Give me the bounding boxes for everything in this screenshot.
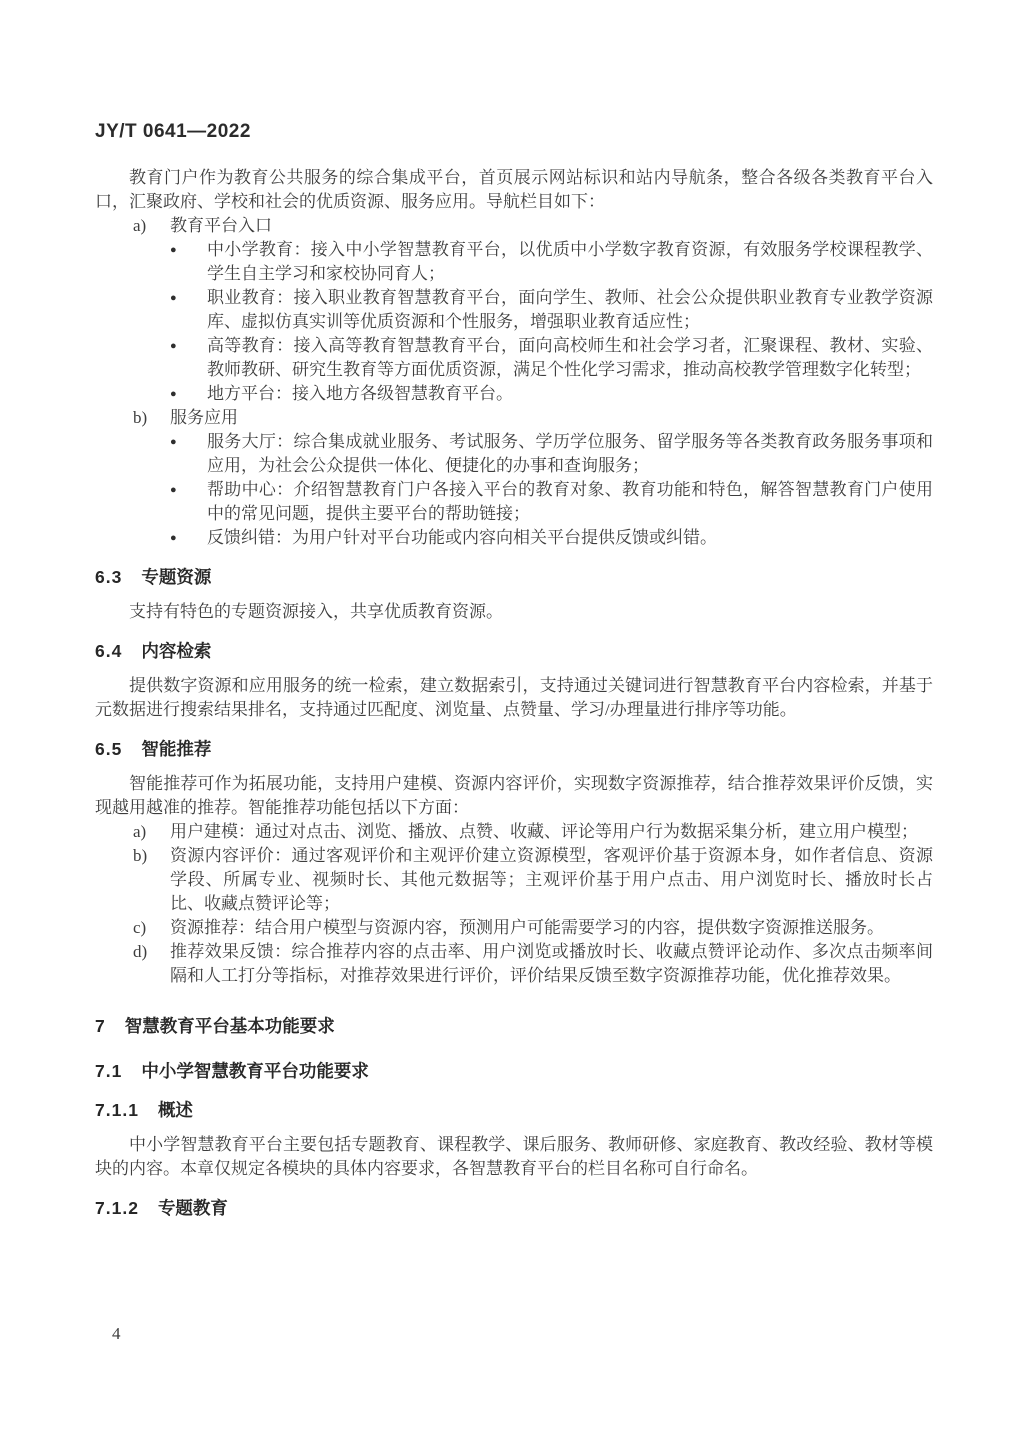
bullet-icon: ●	[170, 436, 177, 448]
paragraph-7-1-1-body: 中小学智慧教育平台主要包括专题教育、课程教学、课后服务、教师研修、家庭教育、教改经验、教材等模块的内容。本章仅规定各模块的具体内容要求，各智慧教育平台的栏目名称可自行命名。	[95, 1135, 933, 1178]
list-title-a: 教育平台入口	[170, 216, 272, 235]
paragraph-6-5-intro: 智能推荐可作为拓展功能，支持用户建模、资源内容评价，实现数字资源推荐，结合推荐效果评价反馈，实现越用越准的推荐。智能推荐功能包括以下方面：	[95, 774, 933, 817]
paragraph-6-3-body: 支持有特色的专题资源接入，共享优质教育资源。	[129, 602, 503, 621]
bullet-icon: ●	[170, 340, 177, 352]
document-content	[95, 166, 933, 1231]
page-number: 4	[112, 1324, 121, 1343]
list-item-65-b	[133, 844, 933, 916]
heading-title: 中小学智慧教育平台功能要求	[141, 1061, 369, 1081]
chapter-heading-7	[95, 1014, 933, 1038]
list-marker: c)	[133, 918, 147, 937]
heading-title: 专题资源	[141, 567, 212, 587]
bullet-icon: ●	[170, 484, 177, 496]
section-heading-6-5	[95, 737, 933, 761]
heading-number: 7.1.2	[95, 1198, 139, 1218]
list-marker: a)	[133, 822, 147, 841]
heading-title: 专题教育	[157, 1198, 228, 1218]
bullet-icon: ●	[170, 292, 177, 304]
heading-number: 7.1.1	[95, 1100, 139, 1120]
heading-number: 6.5	[95, 739, 123, 759]
bullet-item	[170, 382, 933, 406]
bullet-icon: ●	[170, 388, 177, 400]
bullet-text: 职业教育：接入职业教育智慧教育平台，面向学生、教师、社会公众提供职业教育专业教学资源库、虚拟仿真实训等优质资源和个性服务，增强职业教育适应性；	[207, 288, 933, 331]
heading-title: 智慧教育平台基本功能要求	[124, 1016, 335, 1036]
doc-number: JY/T 0641—2022	[95, 121, 251, 142]
paragraph-6-4-body: 提供数字资源和应用服务的统一检索，建立数据索引，支持通过关键词进行智慧教育平台内容检索，并基于元数据进行搜索结果排名，支持通过匹配度、浏览量、点赞量、学习/办理量进行排序等功能。	[95, 676, 933, 719]
section-heading-7-1	[95, 1059, 933, 1083]
bullet-text: 帮助中心：介绍智慧教育门户各接入平台的教育对象、教育功能和特色，解答智慧教育门户使用中的常见问题，提供主要平台的帮助链接；	[207, 480, 933, 523]
list-item-65-a	[133, 820, 933, 844]
list-text: 推荐效果反馈：综合推荐内容的点击率、用户浏览或播放时长、收藏点赞评论动作、多次点击频率间隔和人工打分等指标，对推荐效果进行评价，评价结果反馈至数字资源推荐功能，优化推荐效果。	[170, 942, 933, 985]
section-heading-6-4	[95, 639, 933, 663]
heading-number: 6.4	[95, 641, 123, 661]
heading-number: 7.1	[95, 1061, 123, 1081]
heading-number: 6.3	[95, 567, 123, 587]
section-heading-6-3	[95, 565, 933, 589]
list-marker: b)	[133, 846, 148, 865]
section-heading-7-1-1	[95, 1098, 933, 1122]
bullet-text: 地方平台：接入地方各级智慧教育平台。	[207, 384, 513, 403]
list-text: 用户建模：通过对点击、浏览、播放、点赞、收藏、评论等用户行为数据采集分析，建立用户模型；	[170, 822, 918, 841]
bullet-item	[170, 334, 933, 382]
bullet-item	[170, 238, 933, 286]
bullet-item	[170, 478, 933, 526]
bullet-icon: ●	[170, 244, 177, 256]
list-text: 资源推荐：结合用户模型与资源内容，预测用户可能需要学习的内容，提供数字资源推送服务。	[170, 918, 884, 937]
list-marker-a: a)	[133, 216, 147, 235]
paragraph-portal-intro: 教育门户作为教育公共服务的综合集成平台，首页展示网站标识和站内导航条，整合各级各类教育平台入口，汇聚政府、学校和社会的优质资源、服务应用。导航栏目如下：	[95, 168, 933, 211]
bullet-text: 中小学教育：接入中小学智慧教育平台，以优质中小学数字教育资源，有效服务学校课程教学、学生自主学习和家校协同育人；	[207, 240, 933, 283]
heading-title: 智能推荐	[141, 739, 212, 759]
bullet-text: 高等教育：接入高等教育智慧教育平台，面向高校师生和社会学习者，汇聚课程、教材、实验、教师教研、研究生教育等方面优质资源，满足个性化学习需求，推动高校教学管理数字化转型；	[207, 336, 933, 379]
list-item-65-d	[133, 940, 933, 988]
bullet-item	[170, 526, 933, 550]
list-item-b	[133, 406, 933, 430]
list-marker-b: b)	[133, 408, 148, 427]
list-marker: d)	[133, 942, 148, 961]
bullet-icon: ●	[170, 532, 177, 544]
list-item-a	[133, 214, 933, 238]
bullet-text: 服务大厅：综合集成就业服务、考试服务、学历学位服务、留学服务等各类教育政务服务事项和应用，为社会公众提供一体化、便捷化的办事和查询服务；	[207, 432, 933, 475]
list-item-65-c	[133, 916, 933, 940]
bullet-item	[170, 286, 933, 334]
bullet-text: 反馈纠错：为用户针对平台功能或内容向相关平台提供反馈或纠错。	[207, 528, 717, 547]
section-heading-7-1-2	[95, 1196, 933, 1220]
list-text: 资源内容评价：通过客观评价和主观评价建立资源模型，客观评价基于资源本身，如作者信息、资源学段、所属专业、视频时长、其他元数据等；主观评价基于用户点击、用户浏览时长、播放时长占比、收藏点赞评论等；	[170, 846, 933, 913]
heading-title: 概述	[157, 1100, 193, 1120]
heading-title: 内容检索	[141, 641, 212, 661]
heading-number: 7	[95, 1016, 106, 1036]
bullet-item	[170, 430, 933, 478]
list-title-b: 服务应用	[170, 408, 238, 427]
